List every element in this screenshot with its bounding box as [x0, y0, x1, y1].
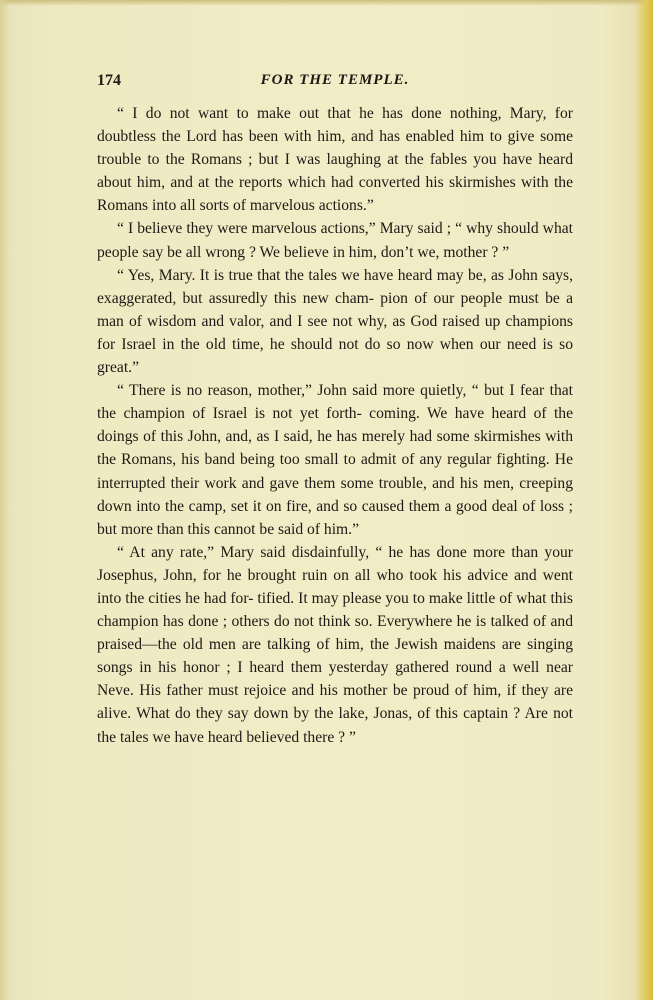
paragraph: “ Yes, Mary. It is true that the tales we have heard may be, as John says, exaggerated, but assuredly this new cham- pion of our people must be a man of wisdom and valor, and I see not why, as God raised up champions for Israel in the old time, he should not do so now when our need is so great.” — [97, 266, 573, 377]
page-number: 174 — [97, 72, 121, 89]
page-right-edge — [635, 0, 653, 1000]
paragraph: “ At any rate,” Mary said disdainfully, “ he has done more than your Josephus, John, for he brought ruin on all who took his advice and went into the cities he had for- tified. It may please you to make little of what this champion has done ; others do not think so. Everywhere he is talked of and praised—the old men are talking of him, the Jewish maidens are singing songs in his honor ; I heard them yesterday gathered round a well near Neve. His father must rejoice and his mother be proud of him, if they are alive. What do they say down by the lake, Jonas, of this captain ? Are not the tales we have heard believed there ? ” — [97, 543, 573, 746]
page-left-edge — [0, 0, 10, 1000]
running-head: FOR THE TEMPLE. — [260, 72, 410, 88]
paragraph: “ I do not want to make out that he has done nothing, Mary, for doubtless the Lord has been with him, and has enabled him to give some trouble to the Romans ; but I was laughing at the fables you have heard about him, and at the reports which had converted his skirmishes with the Romans into all sorts of marvelous actions.” — [97, 105, 573, 215]
body-text — [97, 102, 573, 749]
paragraph: “ There is no reason, mother,” John said more quietly, “ but I fear that the champion of Israel is not yet forth- coming. We have heard of the doings of this John, and, as I said, he has merely had some skirmishes with the Romans, his band being too small to admit of any regular fighting. He interrupted their work and gave them some trouble, and his men, creeping down into the camp, set it on fire, and so caused them a good deal of loss ; but more than this cannot be said of him.” — [97, 382, 573, 538]
page-header — [97, 72, 573, 96]
paragraph: “ I believe they were marvelous actions,” Mary said ; “ why should what people say be all wrong ? We believe in him, don’t we, mother ? ” — [97, 220, 573, 261]
page-top-edge — [0, 0, 653, 6]
